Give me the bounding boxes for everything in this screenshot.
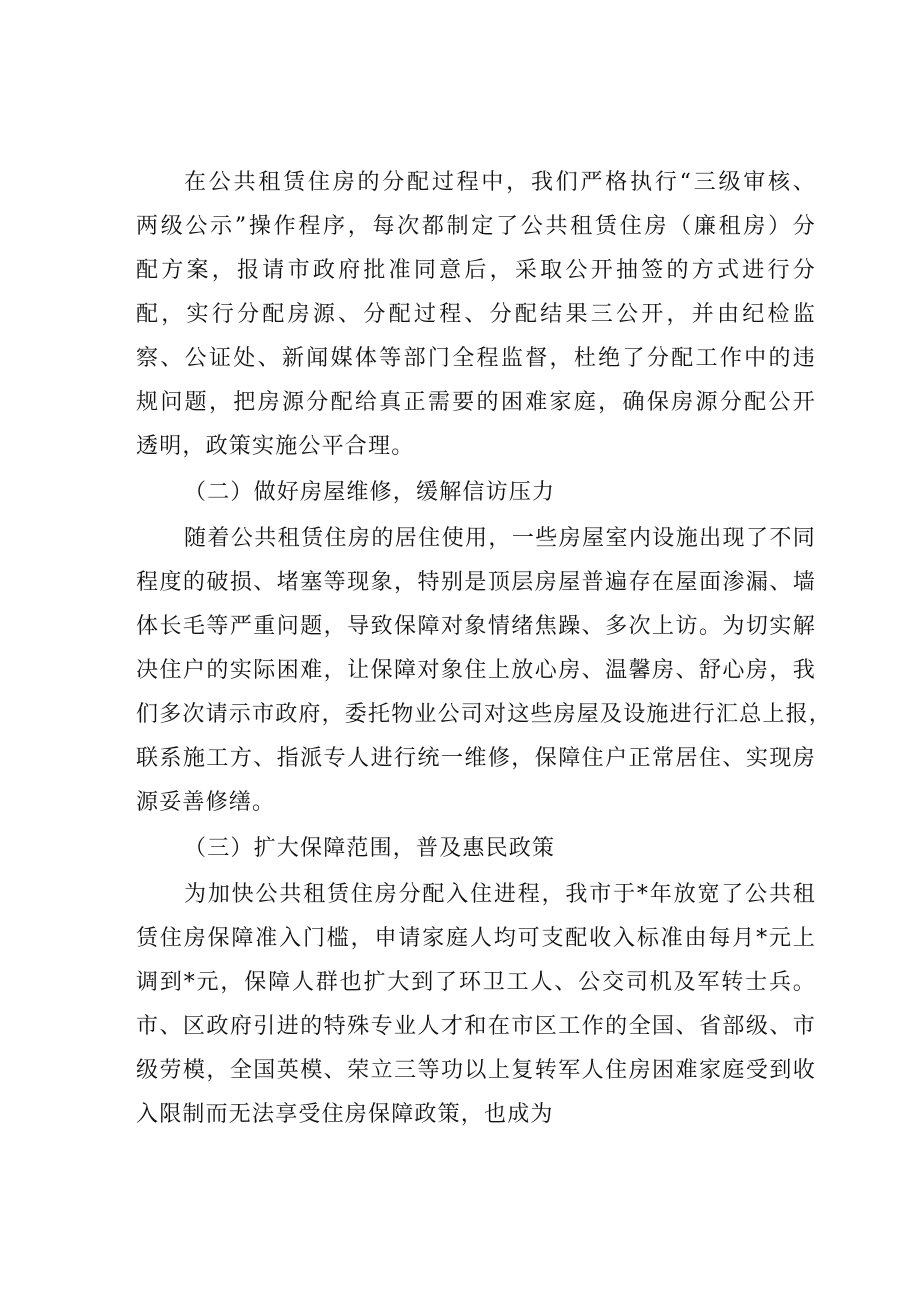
paragraph-2-line-3: 体长毛等严重问题，导致保障对象情绪焦躁、多次上访。为切实解 <box>136 614 816 639</box>
paragraph-1-line-4: 配，实行分配房源、分配过程、分配结果三公开，并由纪检监 <box>136 302 816 327</box>
paragraph-1-line-2: 两级公示”操作程序，每次都制定了公共租赁住房（廉租房）分 <box>136 214 816 239</box>
paragraph-1-line-3: 配方案，报请市政府批准同意后，采取公开抽签的方式进行分 <box>136 258 816 283</box>
paragraph-3-line-4: 市、区政府引进的特殊专业人才和在市区工作的全国、省部级、市 <box>136 1014 816 1039</box>
paragraph-2-line-1: 随着公共租赁住房的居住使用，一些房屋室内设施出现了不同 <box>184 526 816 551</box>
paragraph-1-line-1: 在公共租赁住房的分配过程中，我们严格执行“三级审核、 <box>184 170 816 195</box>
paragraph-3-line-3: 调到*元，保障人群也扩大到了环卫工人、公交司机及军转士兵。 <box>136 970 816 995</box>
paragraph-2-line-6: 联系施工方、指派专人进行统一维修，保障住户正常居住、实现房 <box>136 746 816 771</box>
paragraph-3-line-6: 入限制而无法享受住房保障政策，也成为 <box>136 1102 554 1127</box>
paragraph-1-line-7: 透明，政策实施公平合理。 <box>136 434 415 459</box>
paragraph-1-line-6: 规问题，把房源分配给真正需要的困难家庭，确保房源分配公开 <box>136 390 816 415</box>
paragraph-3-line-2: 赁住房保障准入门槛，申请家庭人均可支配收入标准由每月*元上 <box>136 926 816 951</box>
paragraph-1-line-5: 察、公证处、新闻媒体等部门全程监督，杜绝了分配工作中的违 <box>136 346 816 371</box>
paragraph-3-line-5: 级劳模，全国英模、荣立三等功以上复转军人住房困难家庭受到收 <box>136 1058 816 1083</box>
paragraph-2-line-4: 决住户的实际困难，让保障对象住上放心房、温馨房、舒心房，我 <box>136 658 816 683</box>
paragraph-2-line-5: 们多次请示市政府，委托物业公司对这些房屋及设施进行汇总上报， <box>136 702 833 727</box>
paragraph-2-line-7: 源妥善修缮。 <box>136 790 276 815</box>
paragraph-3-line-1: 为加快公共租赁住房分配入住进程，我市于*年放宽了公共租 <box>184 882 816 907</box>
paragraph-2-line-2: 程度的破损、堵塞等现象，特别是顶层房屋普遍存在屋面渗漏、墙 <box>136 570 816 595</box>
section-heading-3: （三）扩大保障范围，普及惠民政策 <box>184 836 556 861</box>
section-heading-2: （二）做好房屋维修，缓解信访压力 <box>184 480 556 505</box>
